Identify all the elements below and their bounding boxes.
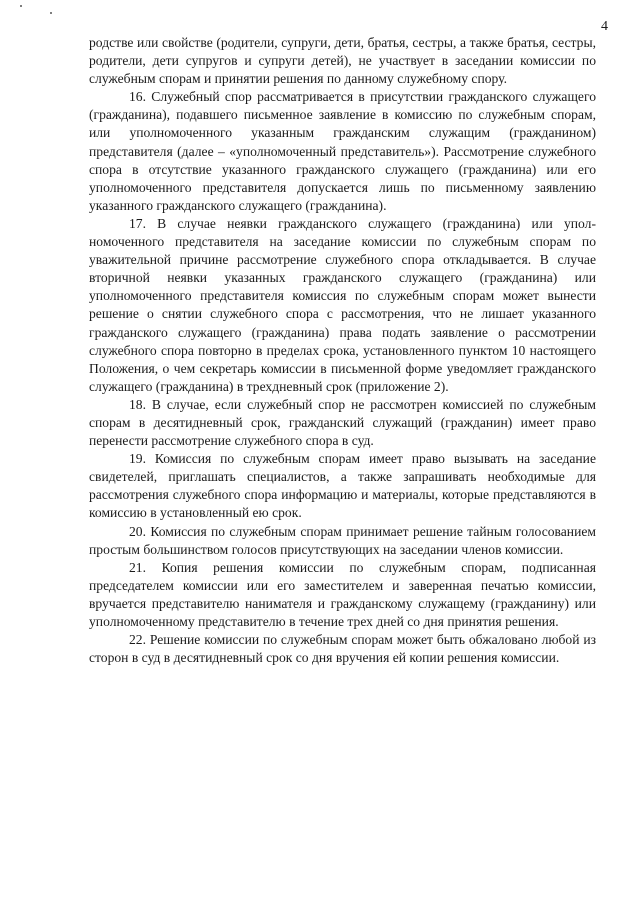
page-number: 4	[601, 19, 608, 34]
paragraph-22: 22. Решение комиссии по служебным спорам может быть обжаловано любой из сторон в суд в десятидневный срок со дня вручения ей копии решения комиссии.	[89, 632, 596, 666]
paragraph-21: 21. Копия решения комиссии по служебным спорам, подписанная председателем комиссии или его заместителем и заверенная печатью комиссии, вручается представителю нанимателя и гражданскому служащему (гражданину) или уполномоченному представителю в течение трех дней со дня принятия решения.	[89, 559, 596, 629]
paragraph-16: 16. Служебный спор рассматривается в присутствии гражданского служащего (гражданина), подавшего письменное заявление в комиссию по служебным спорам, или уполномоченного указанным гражданским служащим (гражданином) представителя (далее – «уполномоченный представитель»). Рассмотрение служебного спора в отсутствие указанного гражданского служащего (гражданина) или его уполномоченного представителя допускается лишь по письменному заявлению указанного гражданского служащего (гражданина).	[89, 89, 596, 213]
document-body	[89, 34, 596, 667]
paragraph-17: 17. В случае неявки гражданского служащего (гражданина) или уполномоченного представителя на заседание комиссии по служебным спорам по уважительной причине рассмотрение служебного спора откладывается. В случае вторичной неявки указанных гражданского служащего (гражданина) или уполномоченного представителя комиссия по служебным спорам может вынести решение о снятии служебного спора с рассмотрения, что не лишает указанного гражданского служащего (гражданина) права подать заявление о рассмотрении служебного спора повторно в пределах срока, установленного пунктом 10 настоящего Положения, о чем секретарь комиссии в письменной форме уведомляет гражданского служащего (гражданина) в трехдневный срок (приложение 2).	[89, 215, 596, 394]
paragraph-18: 18. В случае, если служебный спор не рассмотрен комиссией по служебным спорам в десятидневный срок, гражданский служащий (гражданин) имеет право перенести рассмотрение служебного спора в суд.	[89, 396, 596, 449]
paragraph-19: 19. Комиссия по служебным спорам имеет право вызывать на заседание свидетелей, приглашать специалистов, а также запрашивать необходимые для рассмотрения служебного спора информацию и материалы, которые представляются в комиссию в установленный ею срок.	[89, 451, 596, 521]
scan-mark	[20, 5, 22, 7]
scan-mark	[50, 12, 52, 14]
paragraph-continuation: родстве или свойстве (родители, супруги, дети, братья, сестры, а также братья, сестры, родители, дети супругов и супруги детей), не участвует в заседании комиссии по служебным спорам и принятии решения по данному служебному спору.	[89, 35, 596, 87]
paragraph-20: 20. Комиссия по служебным спорам принимает решение тайным голосованием простым большинством голосов присутствующих на заседании членов комиссии.	[89, 523, 596, 557]
